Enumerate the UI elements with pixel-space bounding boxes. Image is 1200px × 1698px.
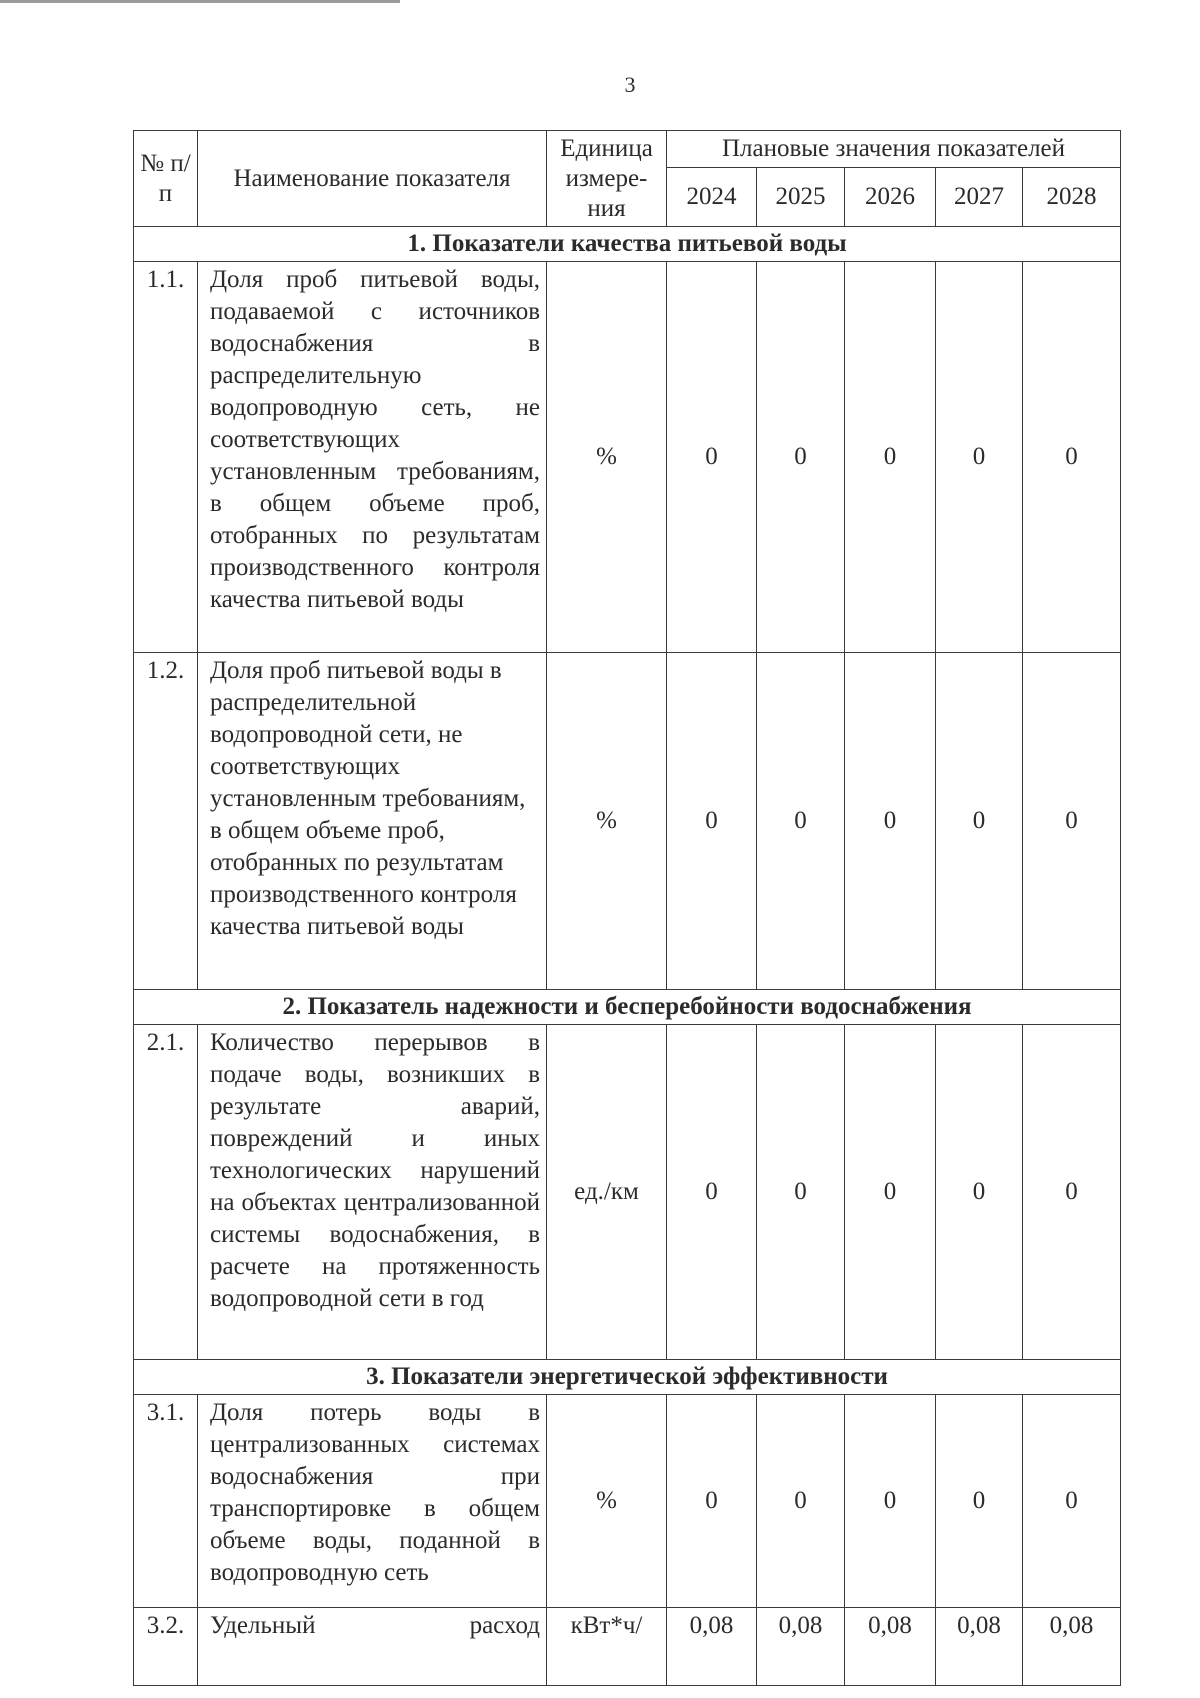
section-heading-row (134, 1360, 1121, 1395)
value-cell: 0 (1023, 1395, 1121, 1608)
value-cell: 0 (936, 1395, 1023, 1608)
value-cell: 0,08 (757, 1608, 845, 1686)
section-title: 1. Показатели качества питьевой воды (134, 227, 1121, 262)
row-number: 2.1. (134, 1025, 198, 1360)
page-number: 3 (624, 72, 636, 97)
indicator-name: Доля проб питьевой воды, подаваемой с источников водоснабжения в распределительную водопроводную сеть, не соответствующих установленным требованиям, в общем объеме проб, отобранных по результатам производственного контроля качества питьевой воды (198, 262, 547, 653)
header-year: 2027 (936, 168, 1023, 227)
indicator-name: Удельный расход (198, 1608, 547, 1686)
header-planned-values: Плановые значения показателей (667, 131, 1121, 168)
section-heading-row (134, 227, 1121, 262)
table-row (134, 1395, 1121, 1608)
header-year: 2028 (1023, 168, 1121, 227)
row-number: 1.1. (134, 262, 198, 653)
indicator-name: Доля потерь воды в централизованных системах водоснабжения при транспортировке в общем объеме воды, поданной в водопроводную сеть (198, 1395, 547, 1608)
header-unit: Единица измере-ния (547, 131, 667, 227)
table-row (134, 1608, 1121, 1686)
indicators-table (133, 130, 1121, 1686)
table-row (134, 262, 1121, 653)
value-cell: 0 (845, 1395, 936, 1608)
row-number: 3.1. (134, 1395, 198, 1608)
value-cell: 0 (845, 262, 936, 653)
value-cell: 0 (757, 1025, 845, 1360)
unit-cell: % (547, 1395, 667, 1608)
header-row (134, 131, 1121, 168)
section-heading-row (134, 990, 1121, 1025)
header-year: 2026 (845, 168, 936, 227)
value-cell: 0 (667, 1395, 757, 1608)
row-number: 3.2. (134, 1608, 198, 1686)
value-cell: 0 (667, 1025, 757, 1360)
value-cell: 0 (936, 1025, 1023, 1360)
value-cell: 0 (757, 1395, 845, 1608)
unit-cell: ед./км (547, 1025, 667, 1360)
value-cell: 0 (667, 653, 757, 990)
row-number: 1.2. (134, 653, 198, 990)
table-row (134, 1025, 1121, 1360)
section-title: 2. Показатель надежности и бесперебойности водоснабжения (134, 990, 1121, 1025)
value-cell: 0 (845, 653, 936, 990)
header-num: № п/п (134, 131, 198, 227)
unit-cell: % (547, 653, 667, 990)
value-cell: 0 (757, 653, 845, 990)
value-cell: 0 (1023, 1025, 1121, 1360)
unit-cell: % (547, 262, 667, 653)
value-cell: 0,08 (1023, 1608, 1121, 1686)
table-row (134, 653, 1121, 990)
value-cell: 0 (667, 262, 757, 653)
value-cell: 0 (936, 262, 1023, 653)
unit-cell: кВт*ч/ (547, 1608, 667, 1686)
section-title: 3. Показатели энергетической эффективности (134, 1360, 1121, 1395)
value-cell: 0,08 (667, 1608, 757, 1686)
scan-edge-mark (0, 0, 400, 3)
value-cell: 0 (1023, 653, 1121, 990)
indicator-name: Количество перерывов в подаче воды, возникших в результате аварий, повреждений и иных технологических нарушений на объектах централизованной системы водоснабжения, в расчете на протяженность водопроводной сети в год (198, 1025, 547, 1360)
indicator-name: Доля проб питьевой воды в распределительной водопроводной сети, не соответствующих установленным требованиям, в общем объеме проб, отобранных по результатам производственного контроля качества питьевой воды (198, 653, 547, 990)
header-year: 2025 (757, 168, 845, 227)
header-name: Наименование показателя (198, 131, 547, 227)
value-cell: 0 (1023, 262, 1121, 653)
value-cell: 0,08 (845, 1608, 936, 1686)
value-cell: 0 (757, 262, 845, 653)
value-cell: 0 (845, 1025, 936, 1360)
value-cell: 0 (936, 653, 1023, 990)
header-year: 2024 (667, 168, 757, 227)
value-cell: 0,08 (936, 1608, 1023, 1686)
